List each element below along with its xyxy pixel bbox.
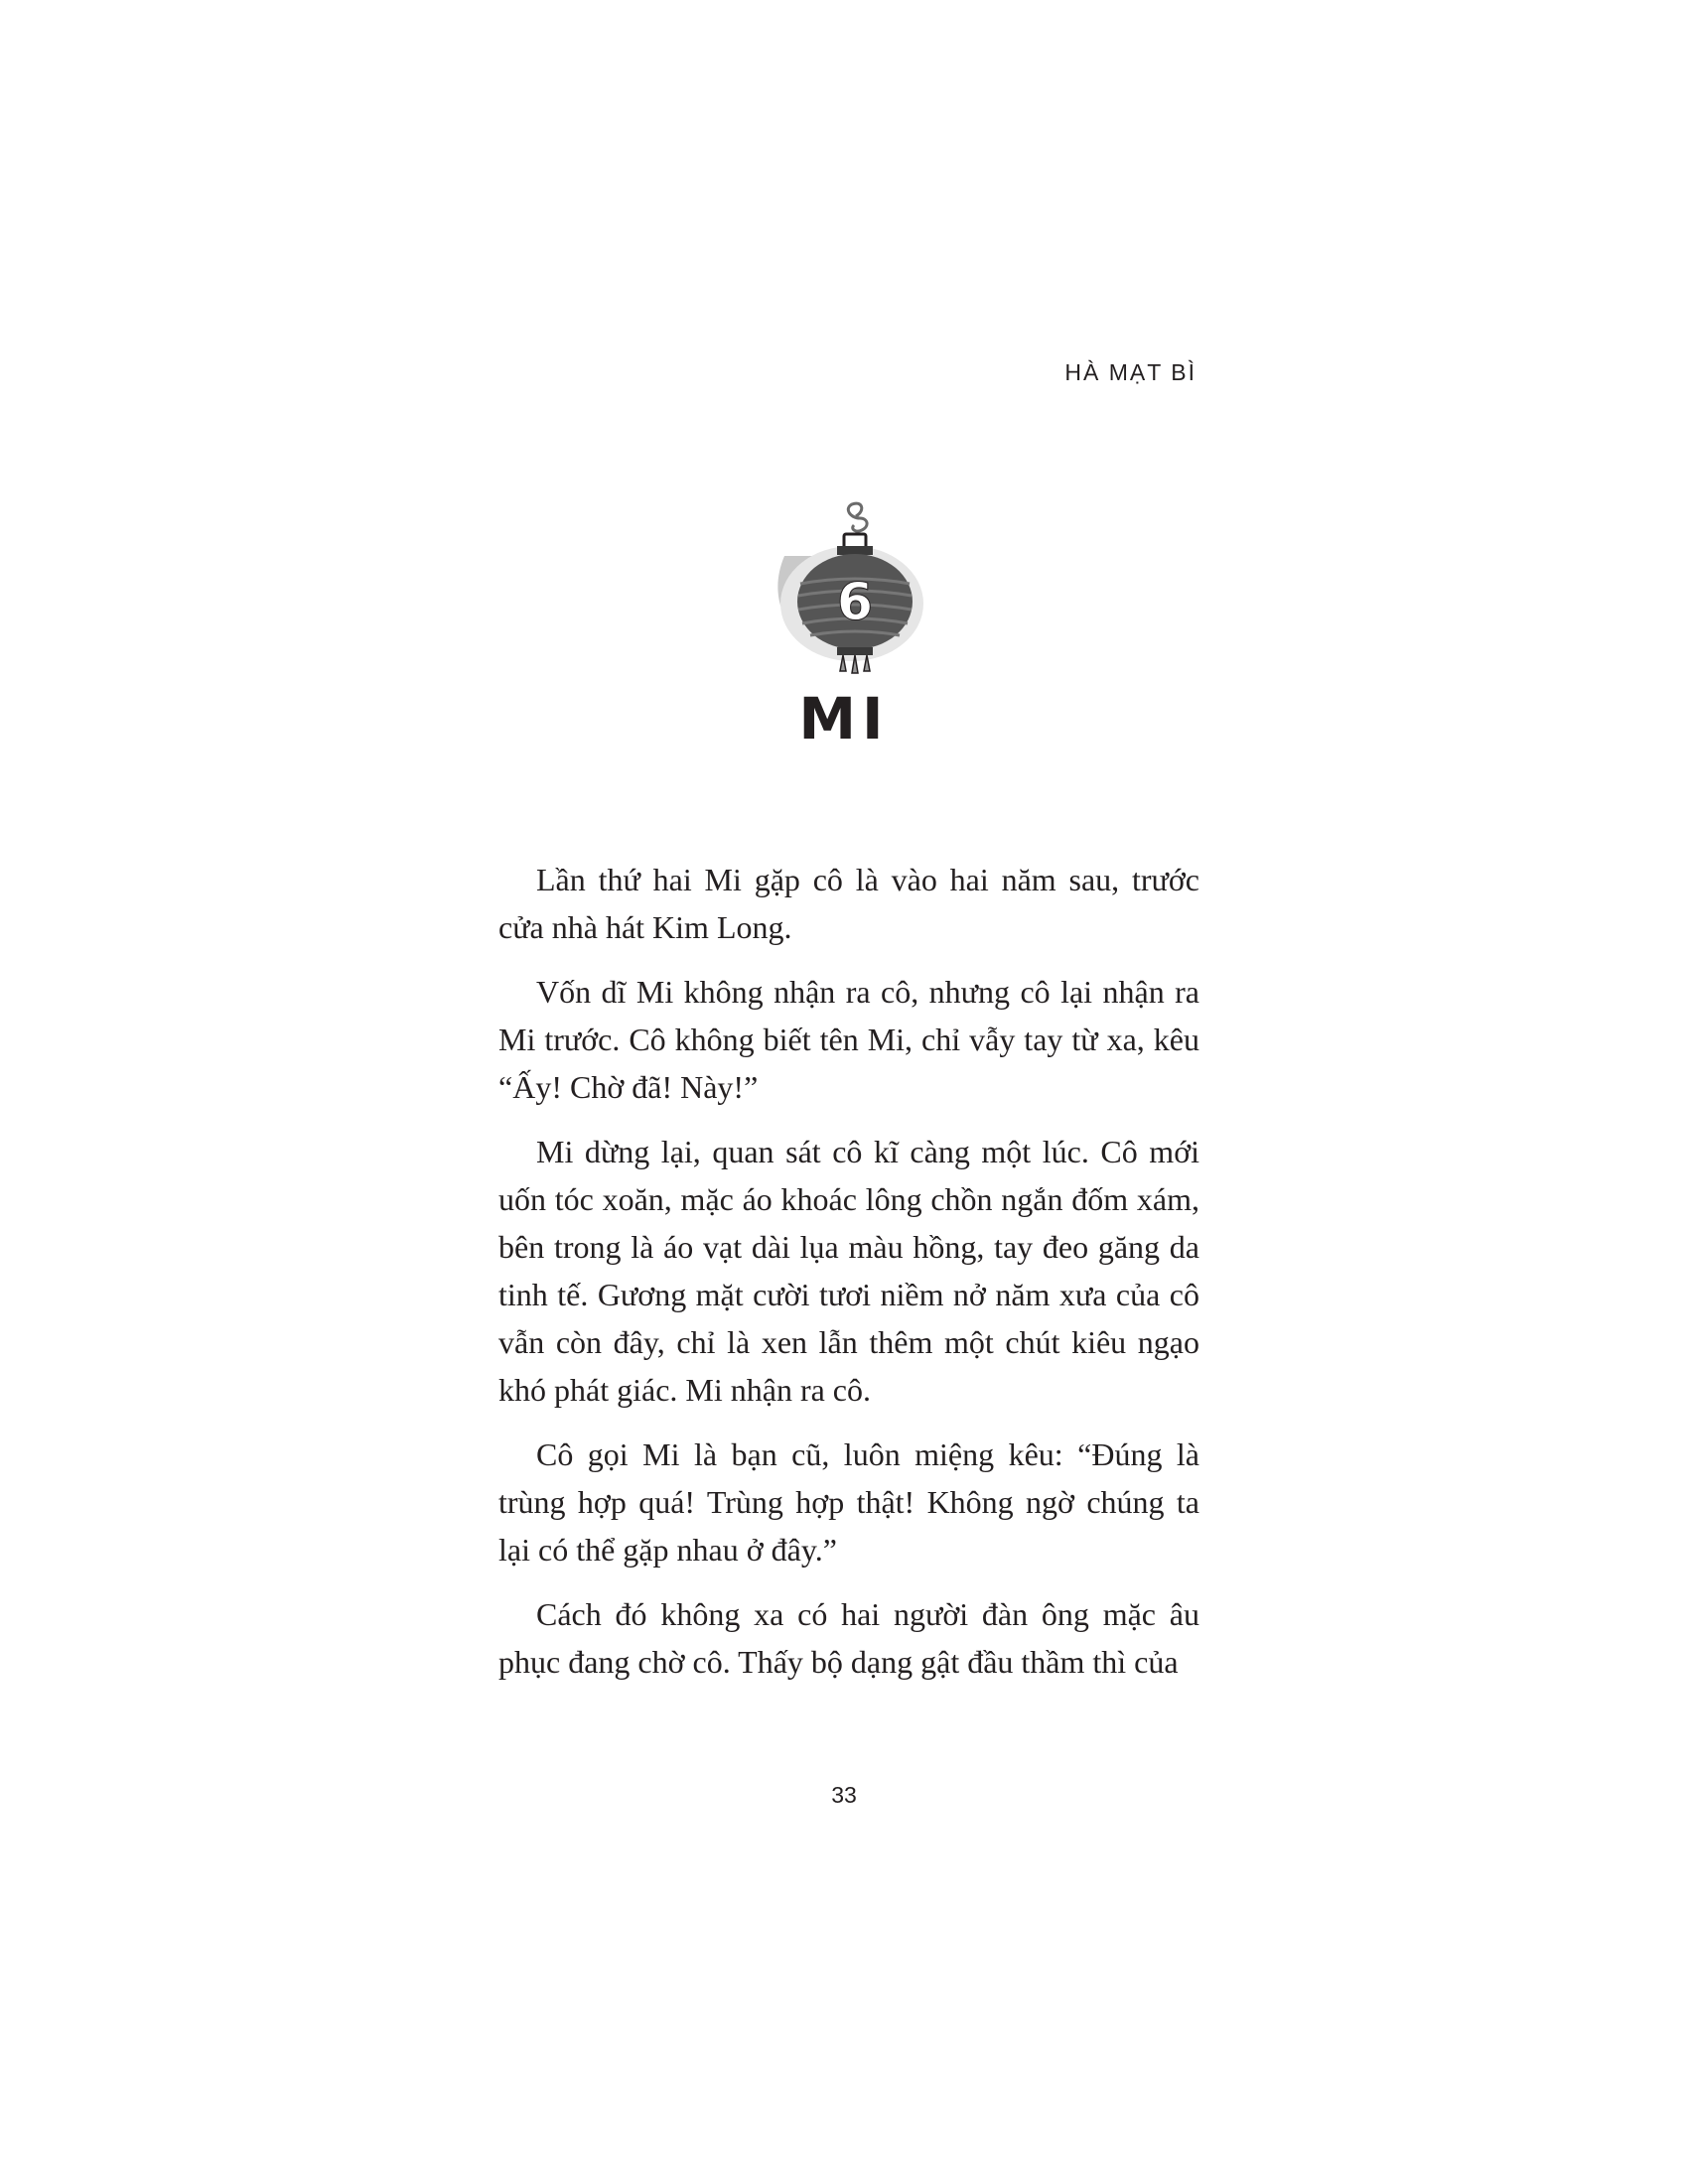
chapter-title: MI (798, 685, 890, 752)
paragraph: Mi dừng lại, quan sát cô kĩ càng một lúc. Cô mới uốn tóc xoăn, mặc áo khoác lông chồn ngắn đốm xám, bên trong là áo vạt dài lụa màu hồng, tay đeo găng da tinh tế. Gương mặt cười tươi niềm nở năm xưa của cô vẫn còn đây, chỉ là xen lẫn thêm một chút kiêu ngạo khó phát giác. Mi nhận ra cô. (498, 1134, 1199, 1408)
chapter-ornament (765, 496, 933, 675)
page-number: 33 (831, 1782, 857, 1808)
chapter-number: 6 (836, 573, 874, 632)
paragraph: Lần thứ hai Mi gặp cô là vào hai năm sau, trước cửa nhà hát Kim Long. (498, 862, 1199, 945)
paragraph: Cô gọi Mi là bạn cũ, luôn miệng kêu: “Đúng là trùng hợp quá! Trùng hợp thật! Không ngờ chúng ta lại có thể gặp nhau ở đây.” (498, 1436, 1199, 1568)
running-head: HÀ MẠT BÌ (1064, 359, 1196, 385)
body-text (498, 856, 1199, 1703)
lantern-icon (765, 496, 933, 675)
paragraph: Cách đó không xa có hai người đàn ông mặc âu phục đang chờ cô. Thấy bộ dạng gật đầu thầm thì của (498, 1596, 1199, 1680)
paragraph: Vốn dĩ Mi không nhận ra cô, nhưng cô lại nhận ra Mi trước. Cô không biết tên Mi, chỉ vẫy tay từ xa, kêu “Ấy! Chờ đã! Này!” (498, 974, 1199, 1105)
